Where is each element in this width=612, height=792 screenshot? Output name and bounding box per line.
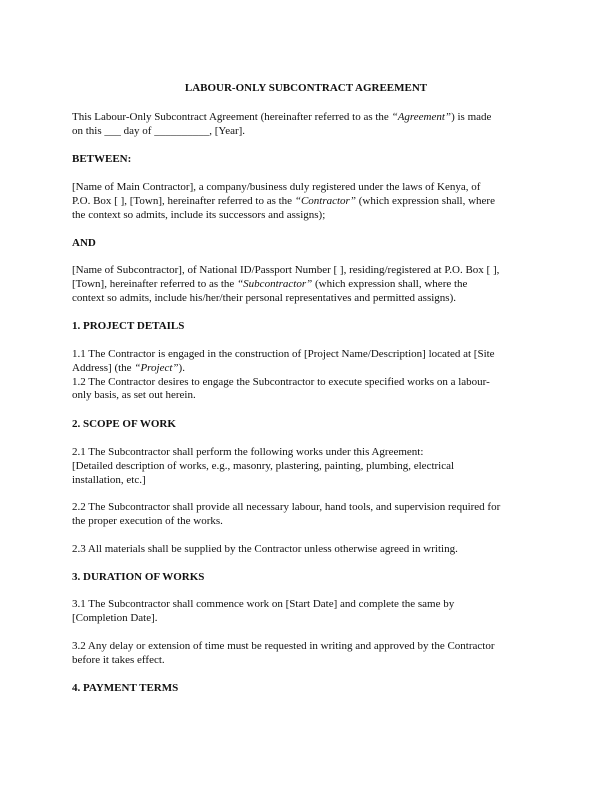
intro-paragraph <box>72 111 544 139</box>
intro-line-1: This Labour-Only Subcontract Agreement (hereinafter referred to as the “Agreement”) is made <box>72 111 492 123</box>
section-1-body: 1.1 The Contractor is engaged in the construction of [Project Name/Description] located at [Site Address] (the “Project”). 1.2 The Contractor desires to engage the Subcontractor to execute specified works on a labour- only basis, as set out herein. <box>72 348 495 402</box>
section-2-3: 2.3 All materials shall be supplied by the Contractor unless otherwise agreed in writing. <box>72 543 458 555</box>
section-3-2: 3.2 Any delay or extension of time must be requested in writing and approved by the Contractor before it takes effect. <box>72 640 495 666</box>
section-3-1: 3.1 The Subcontractor shall commence work on [Start Date] and complete the same by [Completion Date]. <box>72 598 455 624</box>
contractor-paragraph: [Name of Main Contractor], a company/business duly registered under the laws of Kenya, of P.O. Box [ ], [Town], hereinafter referred to as the “Contractor” (which expression shall, where the context so admits, include its successors and assigns); <box>72 181 495 221</box>
defined-term-subcontractor: “Subcontractor” <box>237 277 313 290</box>
intro-line-2: on this ___ day of __________, [Year]. <box>72 124 246 137</box>
and-heading: AND <box>72 237 96 249</box>
section-1-heading: 1. PROJECT DETAILS <box>72 320 185 332</box>
section-2-1: 2.1 The Subcontractor shall perform the following works under this Agreement: [Detailed description of works, e.g., masonry, plastering, painting, plumbing, electrical installation, etc.] <box>72 446 455 486</box>
section-2-heading: 2. SCOPE OF WORK <box>72 418 176 430</box>
subcontractor-paragraph: [Name of Subcontractor], of National ID/Passport Number [ ], residing/registered at P.O. Box [ ], [Town], hereinafter referred to as the “Subcontractor” (which expression shall, where the context so admits, include his/her/their personal representatives and permitted assigns). <box>72 264 500 304</box>
section-4-heading: 4. PAYMENT TERMS <box>72 682 179 694</box>
section-2-2: 2.2 The Subcontractor shall provide all necessary labour, hand tools, and supervision required for the proper execution of the works. <box>72 501 501 527</box>
document-title: LABOUR-ONLY SUBCONTRACT AGREEMENT <box>184 82 428 94</box>
defined-term-project: “Project” <box>134 361 179 374</box>
section-3-heading: 3. DURATION OF WORKS <box>72 571 205 583</box>
defined-term-agreement: “Agreement” <box>391 111 452 123</box>
between-heading: BETWEEN: <box>72 153 132 165</box>
defined-term-contractor: “Contractor” <box>294 194 356 207</box>
